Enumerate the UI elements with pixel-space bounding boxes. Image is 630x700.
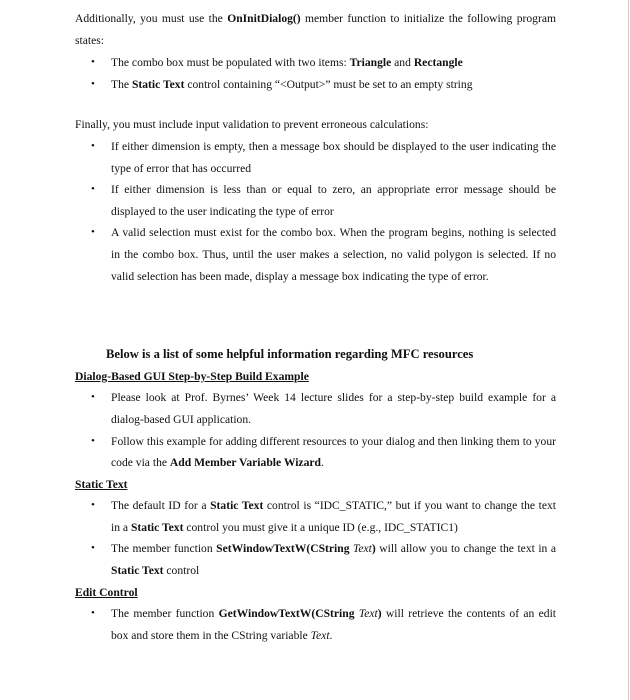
italic-term: Text — [310, 628, 330, 642]
bullet-icon: • — [91, 391, 95, 404]
dialog-list — [75, 387, 556, 473]
oninitdialog-term: OnInitDialog() — [227, 12, 301, 25]
dialog-section-title: Dialog-Based GUI Step-by-Step Build Example — [75, 369, 309, 383]
static-section-title: Static Text — [75, 477, 128, 491]
item-text: The — [111, 77, 132, 91]
item-text: The combo box must be populated with two items: — [111, 56, 350, 70]
bullet-icon: • — [91, 542, 95, 555]
item-text: The default ID for a — [111, 499, 211, 513]
list-item — [75, 387, 556, 430]
intro-text-end: member function to initialize the following program states: — [75, 12, 556, 47]
item-text: control containing “<Output>” must be set to an empty string — [184, 77, 473, 91]
list-item — [75, 538, 556, 581]
item-text: . — [320, 456, 324, 470]
list-item — [75, 52, 556, 74]
list-item — [75, 495, 556, 538]
bullet-icon: • — [91, 77, 95, 90]
bullet-icon: • — [91, 139, 95, 152]
item-text: control you must give it a unique ID (e.g., IDC_STATIC1) — [183, 520, 458, 534]
list-item — [75, 179, 556, 222]
bold-term: Rectangle — [413, 56, 463, 70]
bold-term: Static Text — [210, 499, 264, 513]
bullet-icon: • — [91, 434, 95, 447]
list-item — [75, 74, 556, 96]
intro-text: Additionally, you must use the — [75, 12, 228, 25]
bold-term: SetWindowTextW(CString — [216, 542, 350, 556]
static-list — [75, 495, 556, 581]
init-states-list — [75, 52, 556, 95]
bold-term: Static Text — [111, 564, 164, 578]
item-text: If either dimension is less than or equal to zero, an appropriate error message should be displayed to the user indicating the type of error — [111, 183, 556, 218]
item-text: will retrieve the contents of an edit box and store them in the CString variable — [111, 607, 557, 642]
validation-intro: Finally, you must include input validation to prevent erroneous calculations: — [75, 118, 429, 132]
document-body — [75, 8, 556, 646]
bullet-icon: • — [91, 607, 95, 620]
bold-term: GetWindowTextW(CString — [218, 607, 355, 621]
item-text: control — [163, 564, 200, 578]
bold-term: Triangle — [349, 56, 392, 70]
bullet-icon: • — [91, 499, 95, 512]
bullet-icon: • — [91, 183, 95, 196]
item-text: The member function — [111, 607, 219, 621]
bold-term: Static Text — [130, 520, 184, 534]
list-item — [75, 136, 556, 179]
item-text: . — [329, 628, 333, 642]
bullet-icon: • — [91, 226, 95, 239]
mfc-resources-heading: Below is a list of some helpful information regarding MFC resources — [106, 347, 474, 362]
list-item — [75, 603, 556, 646]
init-dialog-intro — [75, 8, 556, 51]
bullet-icon: • — [91, 56, 95, 69]
item-text: The member function — [111, 542, 217, 556]
validation-list — [75, 136, 556, 287]
edit-section-title: Edit Control — [75, 585, 138, 599]
italic-term: Text — [354, 607, 378, 621]
bold-term: Static Text — [131, 77, 185, 91]
item-text: will allow you to change the text in a — [375, 542, 556, 556]
edit-list — [75, 603, 556, 646]
item-text: and — [391, 56, 414, 70]
item-text: control is “IDC_STATIC,” but if you want to change the text in a — [111, 499, 556, 534]
item-text: Follow this example for adding different resources to your dialog and then linking them to your code via the — [111, 434, 556, 470]
item-text: A valid selection must exist for the combo box. When the program begins, nothing is selected in the combo box. Thus, until the user makes a selection, no valid polygon is selected. If no valid selection has been made, display a message box indicating the type of error. — [111, 226, 556, 283]
list-item — [75, 431, 556, 474]
bold-term: ) — [371, 542, 376, 556]
bold-term: Add Member Variable Wizard — [169, 456, 321, 470]
bold-term: ) — [377, 607, 382, 621]
item-text: Please look at Prof. Byrnes’ Week 14 lecture slides for a step-by-step build example for a dialog-based GUI application. — [111, 391, 556, 426]
italic-term: Text — [349, 542, 372, 556]
item-text: If either dimension is empty, then a message box should be displayed to the user indicating the type of error that has occurred — [111, 139, 556, 175]
list-item — [75, 222, 556, 287]
